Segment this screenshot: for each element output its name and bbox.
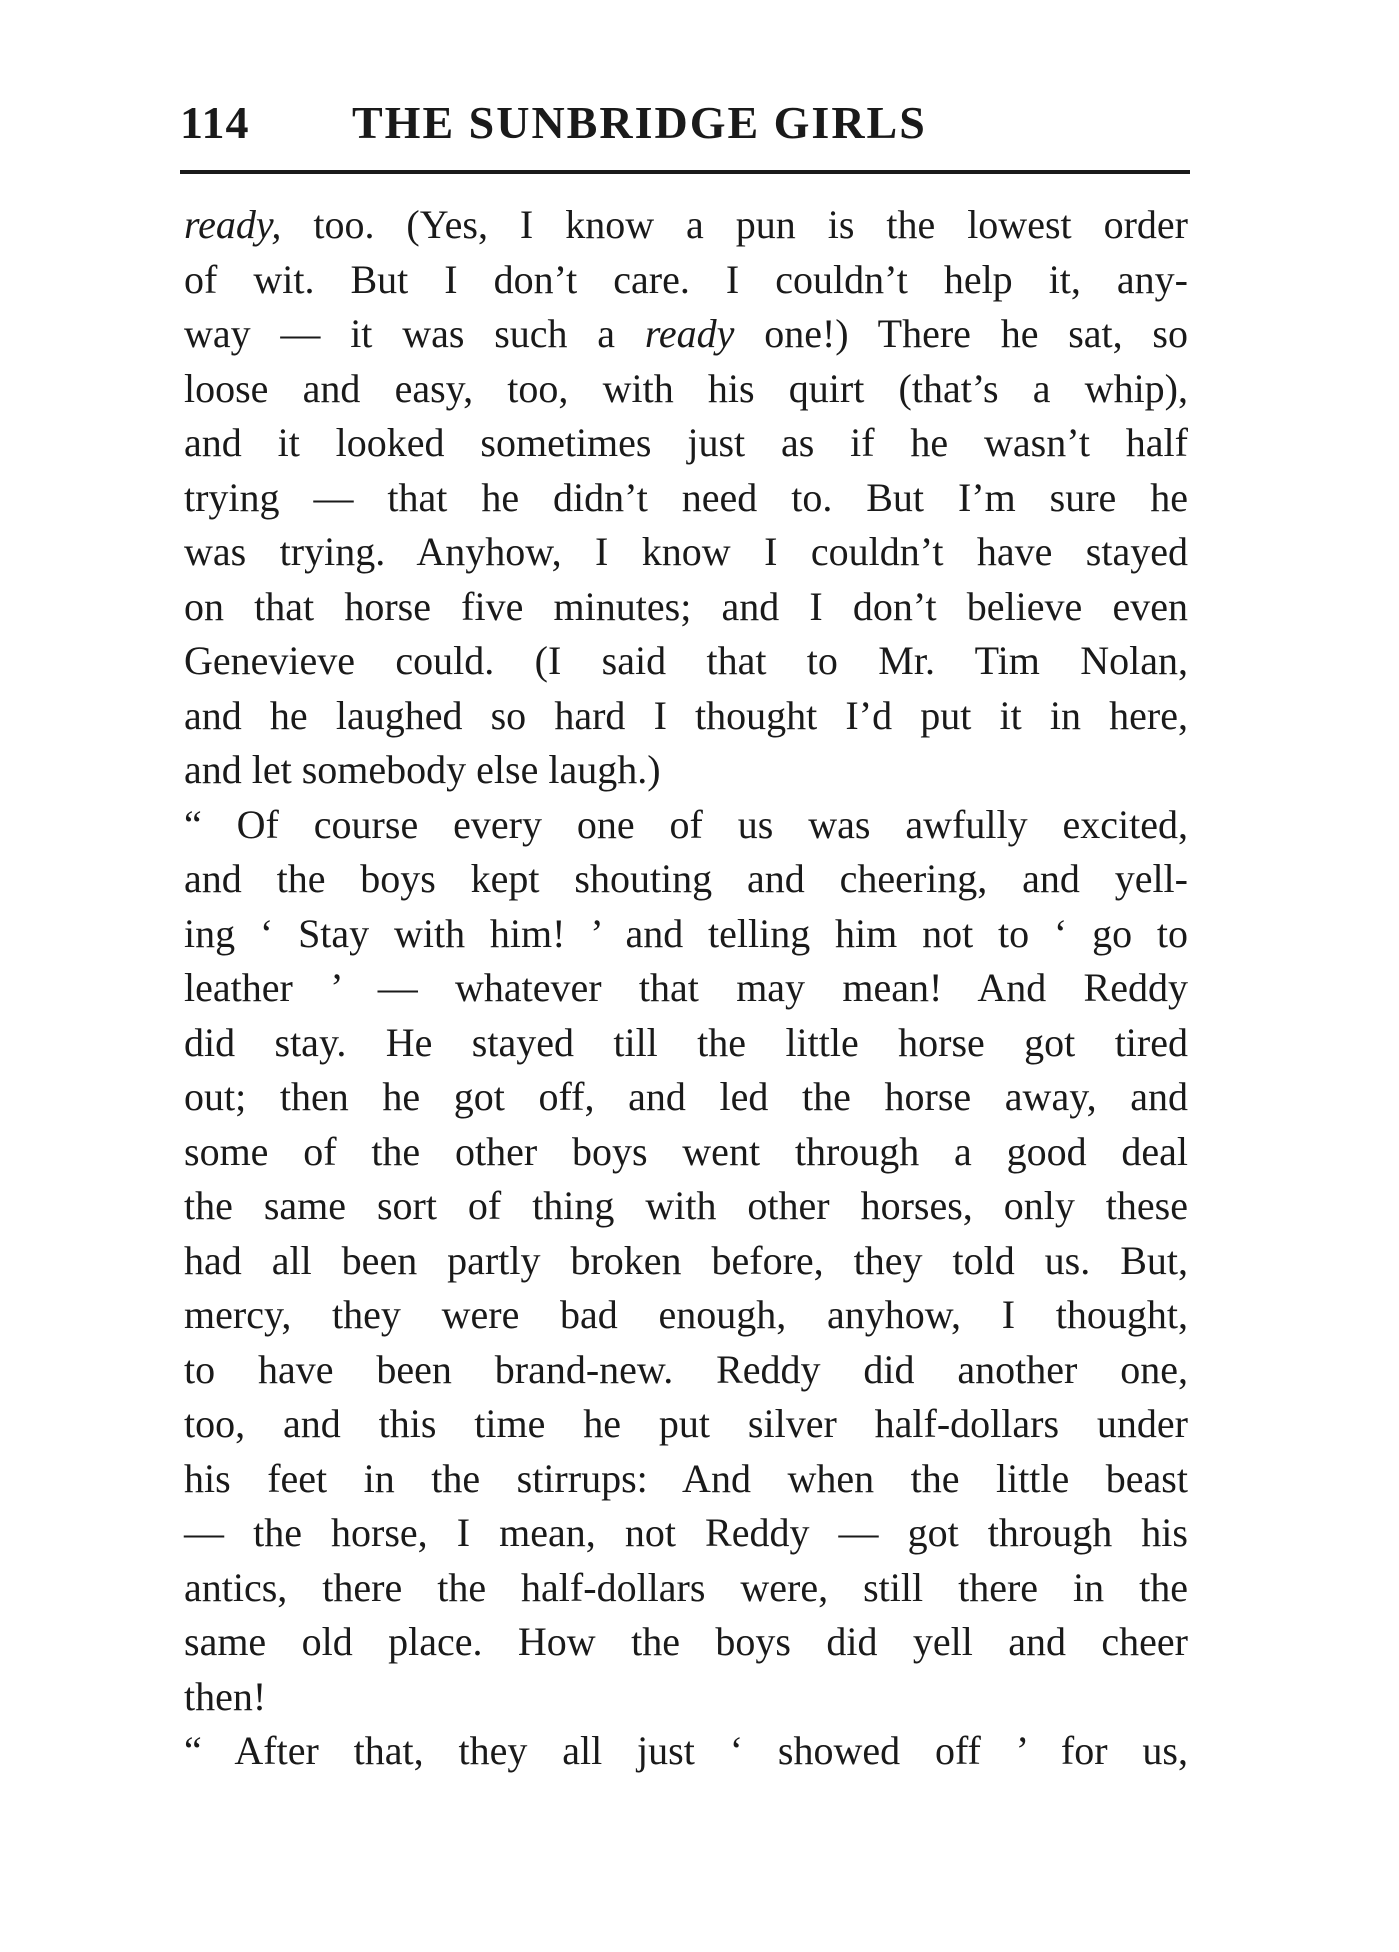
text-line	[184, 471, 1188, 526]
text-line	[184, 743, 1188, 798]
text-line	[184, 416, 1188, 471]
text-run: trying — that he didn’t need to. But I’m sure he	[184, 474, 1188, 520]
italic-text: ready,	[184, 202, 282, 247]
text-line	[184, 907, 1188, 962]
text-run: of wit. But I don’t care. I couldn’t help it, any-	[184, 256, 1188, 302]
text-run: antics, there the half-dollars were, still there in the	[184, 1564, 1188, 1610]
text-line	[184, 1179, 1188, 1234]
text-line	[184, 1397, 1188, 1452]
header-rule	[180, 170, 1190, 174]
body-text	[184, 198, 1188, 1779]
text-run: leather ’ — whatever that may mean! And Reddy	[184, 965, 1188, 1010]
text-line	[184, 1016, 1188, 1071]
text-run: out; then he got off, and led the horse away, and	[184, 1074, 1188, 1119]
text-run: then!	[184, 1673, 267, 1719]
text-run: one!) There he sat, so	[734, 311, 1189, 356]
text-line	[184, 1615, 1188, 1670]
text-line	[184, 1288, 1188, 1343]
text-run: mercy, they were bad enough, anyhow, I thought,	[184, 1292, 1188, 1337]
text-line	[184, 1070, 1188, 1125]
text-line	[184, 1452, 1188, 1507]
text-run: and the boys kept shouting and cheering, and yell-	[184, 856, 1188, 901]
text-run: and he laughed so hard I thought I’d put it in here,	[184, 692, 1188, 738]
text-run: too. (Yes, I know a pun is the lowest order	[281, 202, 1188, 247]
page-number: 114	[180, 97, 250, 148]
text-line	[184, 798, 1188, 853]
text-line	[184, 198, 1188, 253]
text-line	[184, 307, 1188, 362]
text-run: the same sort of thing with other horses, only these	[184, 1183, 1188, 1228]
text-run: his feet in the stirrups: And when the little beast	[184, 1455, 1188, 1501]
text-run: to have been brand-new. Reddy did another one,	[184, 1346, 1188, 1392]
text-run: way — it was such a	[184, 311, 645, 356]
text-run: was trying. Anyhow, I know I couldn’t have stayed	[184, 529, 1188, 574]
text-run: and let somebody else laugh.)	[184, 747, 661, 792]
text-run: — the horse, I mean, not Reddy — got through his	[184, 1510, 1188, 1555]
text-line	[184, 1670, 1188, 1725]
text-line	[184, 1724, 1188, 1779]
text-run: loose and easy, too, with his quirt (that’s a whip),	[184, 365, 1188, 411]
text-run: and it looked sometimes just as if he wasn’t half	[184, 420, 1188, 465]
text-run: too, and this time he put silver half-dollars under	[184, 1401, 1188, 1446]
text-run: did stay. He stayed till the little horse got tired	[184, 1019, 1188, 1065]
text-run: “ After that, they all just ‘ showed off ’ for us,	[184, 1728, 1188, 1773]
text-run: same old place. How the boys did yell and cheer	[184, 1619, 1188, 1664]
page-header	[180, 96, 1190, 160]
text-run: some of the other boys went through a good deal	[184, 1128, 1188, 1174]
text-run: ing ‘ Stay with him! ’ and telling him not to ‘ go to	[184, 910, 1188, 956]
text-run: had all been partly broken before, they told us. But,	[184, 1237, 1188, 1283]
text-line	[184, 689, 1188, 744]
text-run: Genevieve could. (I said that to Mr. Tim Nolan,	[184, 638, 1188, 683]
text-line	[184, 1506, 1188, 1561]
text-line	[184, 253, 1188, 308]
text-line	[184, 1343, 1188, 1398]
italic-text: ready	[644, 311, 735, 356]
text-line	[184, 852, 1188, 907]
text-run: “ Of course every one of us was awfully excited,	[184, 801, 1188, 847]
text-run: on that horse five minutes; and I don’t believe even	[184, 583, 1188, 629]
text-line	[184, 580, 1188, 635]
text-line	[184, 362, 1188, 417]
text-line	[184, 1561, 1188, 1616]
text-line	[184, 1234, 1188, 1289]
running-title: THE SUNBRIDGE GIRLS	[352, 97, 927, 148]
text-line	[184, 1125, 1188, 1180]
text-line	[184, 961, 1188, 1016]
text-line	[184, 634, 1188, 689]
text-line	[184, 525, 1188, 580]
